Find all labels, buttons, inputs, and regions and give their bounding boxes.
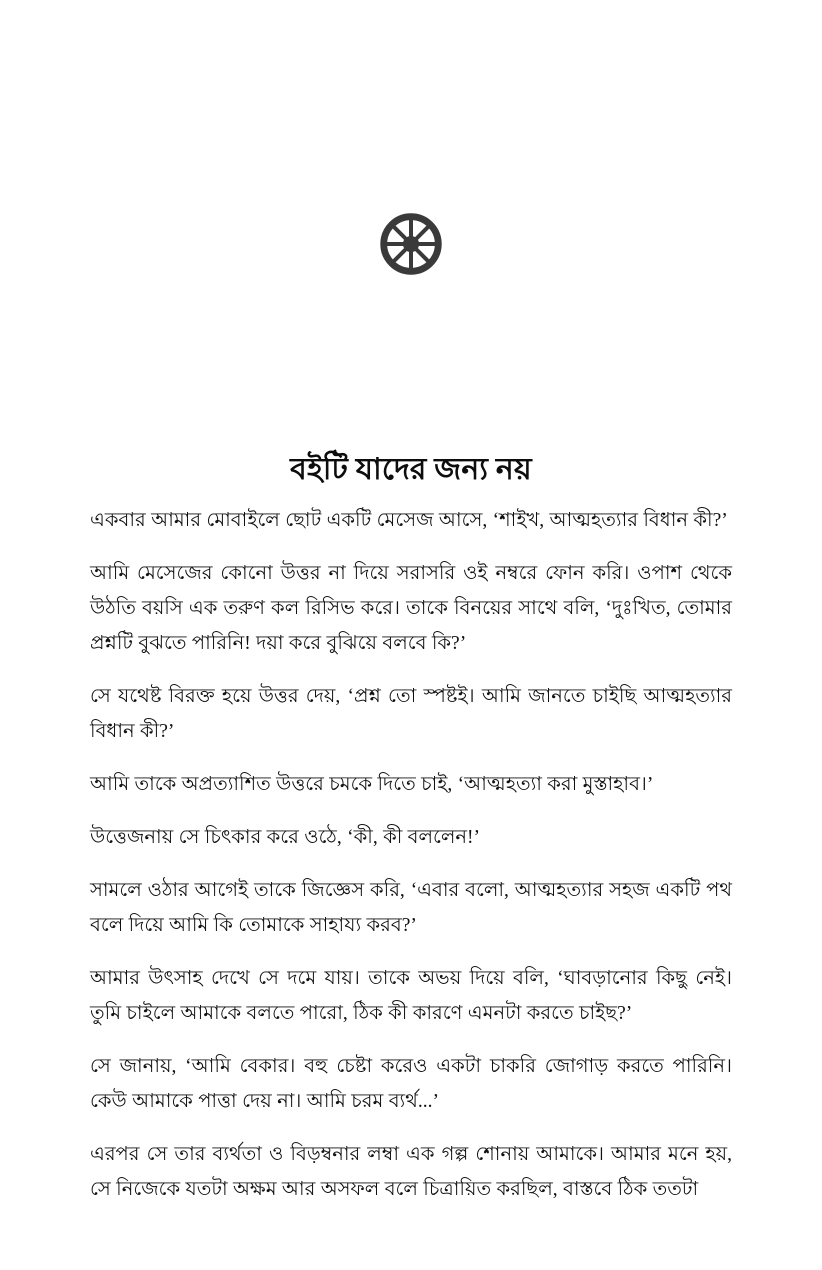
ornament-container bbox=[0, 213, 822, 275]
paragraph: সামলে ওঠার আগেই তাকে জিজ্ঞেস করি, ‘এবার বলো, আত্মহত্যার সহজ একটি পথ বলে দিয়ে আমি কি তোমাকে সাহায্য করব?’ bbox=[90, 880, 732, 936]
body-text bbox=[90, 503, 732, 1207]
paragraph: উত্তেজনায় সে চিৎকার করে ওঠে, ‘কী, কী বললেন!’ bbox=[90, 827, 481, 848]
chapter-title: বইটি যাদের জন্য নয় bbox=[290, 453, 532, 487]
paragraph: একবার আমার মোবাইলে ছোট একটি মেসেজ আসে, ‘শাইখ, আত্মহত্যার বিধান কী?’ bbox=[90, 510, 728, 531]
paragraph: আমি তাকে অপ্রত্যাশিত উত্তরে চমকে দিতে চাই, ‘আত্মহত্যা করা মুস্তাহাব।’ bbox=[90, 774, 654, 795]
paragraph: আমি মেসেজের কোনো উত্তর না দিয়ে সরাসরি ওই নম্বরে ফোন করি। ওপাশ থেকে উঠতি বয়সি এক তরুণ কল রিসিভ করে। তাকে বিনয়ের সাথে বলি, ‘দুঃখিত, তোমার প্রশ্নটি বুঝতে পারিনি! দয়া করে বুঝিয়ে বলবে কি?’ bbox=[90, 563, 733, 654]
paragraph: সে যথেষ্ট বিরক্ত হয়ে উত্তর দেয়, ‘প্রশ্ন তো স্পষ্টই। আমি জানতে চাইছি আত্মহত্যার বিধান কী?’ bbox=[90, 686, 732, 742]
paragraph: এরপর সে তার ব্যর্থতা ও বিড়ম্বনার লম্বা এক গল্প শোনায় আমাকে। আমার মনে হয়, সে নিজেকে যতটা অক্ষম আর অসফল বলে চিত্রায়িত করছিল, বাস্তবে ঠিক ততটা bbox=[90, 1144, 732, 1200]
paragraph: আমার উৎসাহ দেখে সে দমে যায়। তাকে অভয় দিয়ে বলি, ‘ঘাবড়ানোর কিছু নেই। তুমি চাইলে আমাকে বলতে পারো, ঠিক কী কারণে এমনটা করতে চাইছ?’ bbox=[90, 968, 732, 1024]
paragraph: সে জানায়, ‘আমি বেকার। বহু চেষ্টা করেও একটা চাকরি জোগাড় করতে পারিনি। কেউ আমাকে পাত্তা দেয় না। আমি চরম ব্যর্থ...’ bbox=[90, 1056, 732, 1112]
wheel-rosette-icon bbox=[380, 213, 442, 275]
